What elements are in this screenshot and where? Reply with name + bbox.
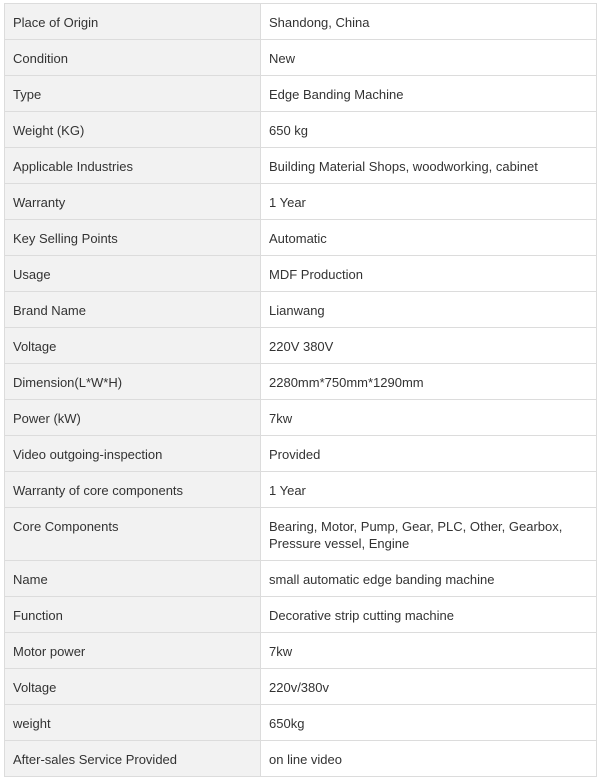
spec-value: 7kw [261, 633, 597, 669]
spec-label: Core Components [5, 508, 261, 561]
table-row [5, 184, 597, 220]
spec-label: Name [5, 561, 261, 597]
table-row [5, 472, 597, 508]
spec-label: After-sales Service Provided [5, 741, 261, 777]
table-row [5, 364, 597, 400]
spec-value: 220v/380v [261, 669, 597, 705]
table-row [5, 328, 597, 364]
spec-value: Shandong, China [261, 4, 597, 40]
product-spec-table [4, 3, 597, 777]
spec-value: on line video [261, 741, 597, 777]
table-row [5, 4, 597, 40]
spec-label: Motor power [5, 633, 261, 669]
spec-value: Decorative strip cutting machine [261, 597, 597, 633]
spec-label: Power (kW) [5, 400, 261, 436]
spec-value: 1 Year [261, 472, 597, 508]
table-row [5, 112, 597, 148]
table-row [5, 292, 597, 328]
spec-value: Provided [261, 436, 597, 472]
spec-label: Warranty [5, 184, 261, 220]
spec-value: 220V 380V [261, 328, 597, 364]
table-row [5, 256, 597, 292]
table-row [5, 633, 597, 669]
table-row [5, 669, 597, 705]
spec-value: Edge Banding Machine [261, 76, 597, 112]
table-row [5, 436, 597, 472]
spec-value: 7kw [261, 400, 597, 436]
spec-label: Warranty of core components [5, 472, 261, 508]
spec-label: Condition [5, 40, 261, 76]
spec-label: Type [5, 76, 261, 112]
spec-value: small automatic edge banding machine [261, 561, 597, 597]
spec-label: Voltage [5, 669, 261, 705]
spec-value: Lianwang [261, 292, 597, 328]
table-row [5, 597, 597, 633]
spec-label: Key Selling Points [5, 220, 261, 256]
spec-value: 650 kg [261, 112, 597, 148]
table-row [5, 400, 597, 436]
spec-value: 2280mm*750mm*1290mm [261, 364, 597, 400]
table-row [5, 148, 597, 184]
spec-label: weight [5, 705, 261, 741]
spec-label: Voltage [5, 328, 261, 364]
table-row [5, 508, 597, 561]
spec-label: Dimension(L*W*H) [5, 364, 261, 400]
spec-value: 650kg [261, 705, 597, 741]
table-row [5, 561, 597, 597]
spec-label: Video outgoing-inspection [5, 436, 261, 472]
table-row [5, 220, 597, 256]
spec-value: New [261, 40, 597, 76]
spec-value: Bearing, Motor, Pump, Gear, PLC, Other, Gearbox, Pressure vessel, Engine [261, 508, 597, 561]
spec-label: Applicable Industries [5, 148, 261, 184]
table-row [5, 40, 597, 76]
spec-label: Function [5, 597, 261, 633]
table-row [5, 741, 597, 777]
spec-label: Brand Name [5, 292, 261, 328]
spec-label: Usage [5, 256, 261, 292]
spec-label: Place of Origin [5, 4, 261, 40]
spec-value: MDF Production [261, 256, 597, 292]
spec-value: Automatic [261, 220, 597, 256]
table-row [5, 76, 597, 112]
spec-value: Building Material Shops, woodworking, cabinet [261, 148, 597, 184]
spec-value: 1 Year [261, 184, 597, 220]
spec-label: Weight (KG) [5, 112, 261, 148]
table-row [5, 705, 597, 741]
